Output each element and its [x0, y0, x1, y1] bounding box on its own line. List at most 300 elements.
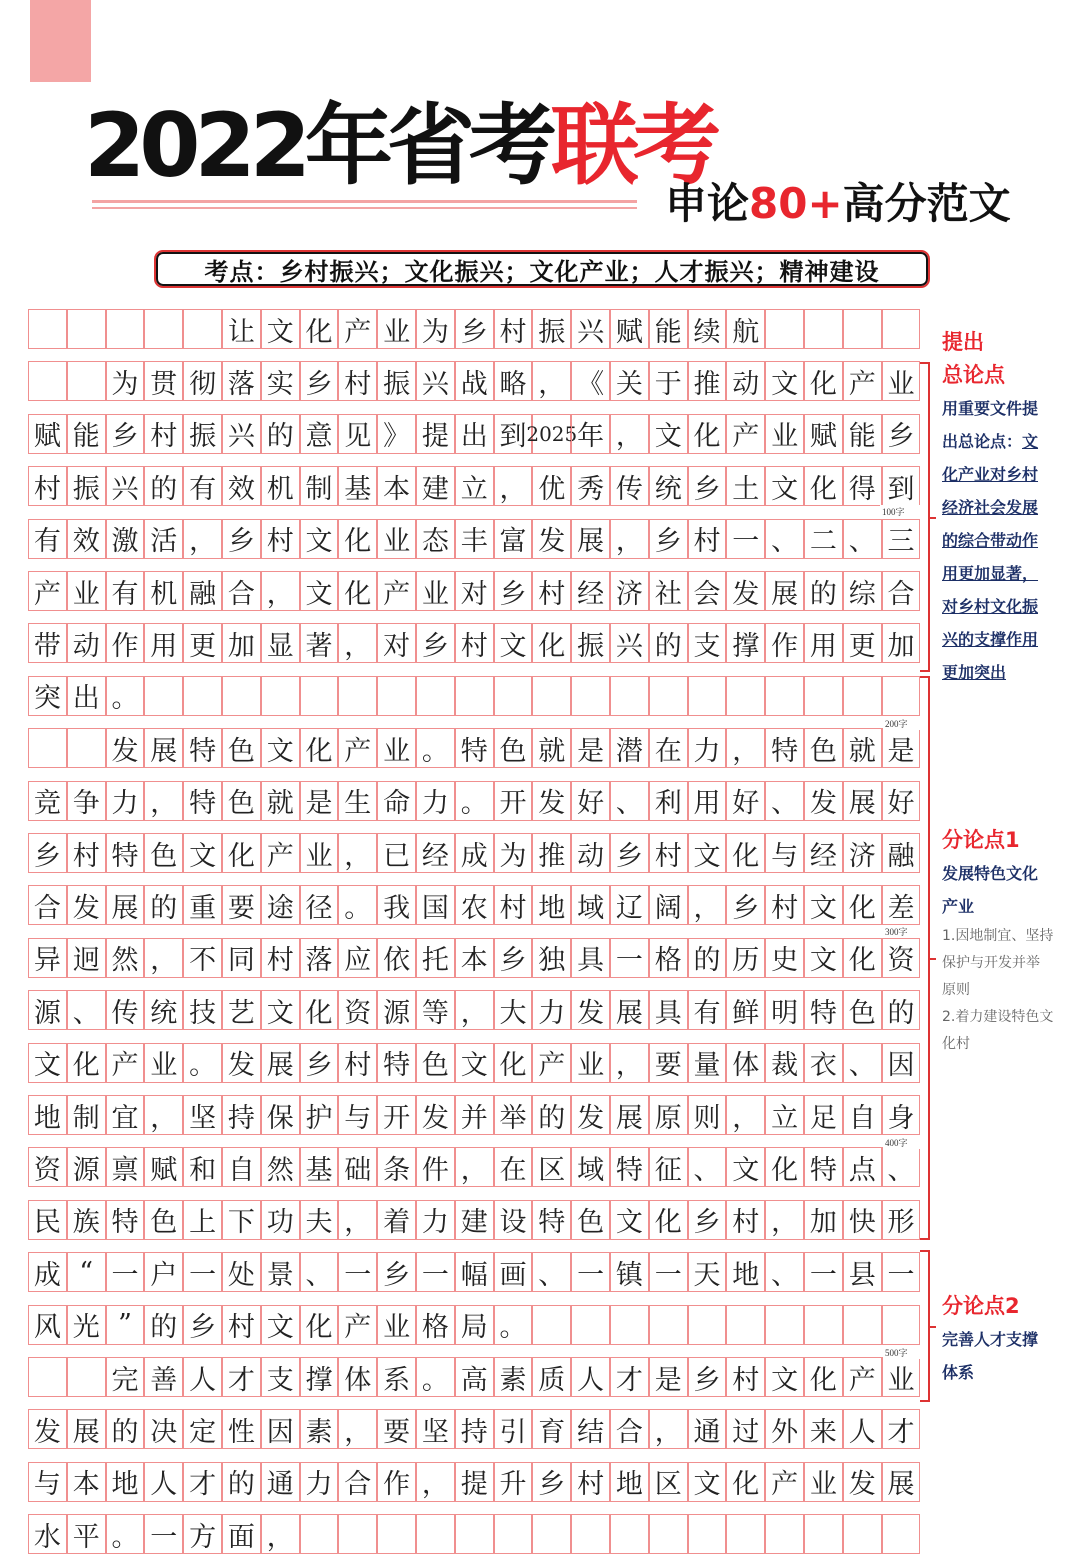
grid-cell: 合 — [882, 571, 921, 611]
grid-cell: 乡 — [416, 623, 455, 663]
grid-cell: 振 — [183, 414, 222, 454]
grid-cell — [494, 676, 533, 716]
grid-cell: 原 — [649, 1095, 688, 1135]
grid-cell: 、 — [610, 781, 649, 821]
grid-cell: 发 — [532, 781, 571, 821]
grid-cell: 产 — [726, 414, 765, 454]
grid-cell: 制 — [300, 466, 339, 506]
grid-cell: 一 — [144, 1514, 183, 1554]
grid-cell: 同 — [222, 938, 261, 978]
grid-cell: 要 — [377, 1409, 416, 1449]
grid-cell: 有 — [28, 519, 67, 559]
grid-cell: 。 — [183, 1043, 222, 1083]
grid-cell: 加 — [222, 623, 261, 663]
grid-cell — [882, 676, 921, 716]
grid-cell: 础 — [338, 1147, 377, 1187]
grid-cell: 文 — [765, 466, 804, 506]
grid-cell: 展 — [610, 1095, 649, 1135]
grid-cell: 文 — [610, 1200, 649, 1240]
grid-cell: 业 — [300, 833, 339, 873]
grid-row — [28, 466, 924, 506]
word-count-100: 100字 — [880, 505, 1080, 518]
grid-cell: 用 — [804, 623, 843, 663]
grid-cell: 有 — [688, 990, 727, 1030]
grid-cell: 业 — [804, 1462, 843, 1502]
grid-cell: 用 — [144, 623, 183, 663]
grid-cell: 坚 — [183, 1095, 222, 1135]
grid-cell: 化 — [67, 1043, 106, 1083]
grid-cell: 、 — [765, 1252, 804, 1292]
grid-cell: 自 — [843, 1095, 882, 1135]
grid-cell: 区 — [649, 1462, 688, 1502]
grid-cell — [765, 309, 804, 349]
grid-cell — [416, 676, 455, 716]
grid-cell: 展 — [106, 885, 145, 925]
grid-cell: 举 — [494, 1095, 533, 1135]
grid-cell — [377, 1514, 416, 1554]
grid-cell: 迥 — [67, 938, 106, 978]
grid-cell: 机 — [261, 466, 300, 506]
grid-cell: 作 — [765, 623, 804, 663]
grid-cell: 化 — [338, 519, 377, 559]
grid-cell: 特 — [765, 728, 804, 768]
grid-cell: 业 — [882, 1357, 921, 1397]
grid-cell: 发 — [67, 885, 106, 925]
grid-cell: 加 — [882, 623, 921, 663]
grid-cell: 一 — [804, 1252, 843, 1292]
grid-cell: 略 — [494, 361, 533, 401]
grid-cell: 文 — [726, 1147, 765, 1187]
grid-cell: 发 — [532, 519, 571, 559]
grid-cell: 一 — [649, 1252, 688, 1292]
grid-cell: 著 — [300, 623, 339, 663]
grid-cell — [300, 676, 339, 716]
grid-cell: 一 — [610, 938, 649, 978]
grid-cell: 特 — [610, 1147, 649, 1187]
grid-cell: 振 — [67, 466, 106, 506]
grid-cell: 化 — [649, 1200, 688, 1240]
grid-cell: 见 — [338, 414, 377, 454]
grid-cell: 能 — [843, 414, 882, 454]
grid-cell: 争 — [67, 781, 106, 821]
grid-cell: 平 — [67, 1514, 106, 1554]
grid-cell: 力 — [106, 781, 145, 821]
grid-cell: 彻 — [183, 361, 222, 401]
grid-cell: 传 — [106, 990, 145, 1030]
grid-cell: 立 — [455, 466, 494, 506]
grid-cell: 业 — [882, 361, 921, 401]
grid-cell: 坚 — [416, 1409, 455, 1449]
grid-cell: 乡 — [106, 414, 145, 454]
grid-cell — [67, 309, 106, 349]
grid-cell: 特 — [532, 1200, 571, 1240]
grid-cell: 快 — [843, 1200, 882, 1240]
grid-row — [28, 1305, 924, 1345]
grid-cell: 托 — [416, 938, 455, 978]
grid-cell: 特 — [183, 781, 222, 821]
grid-cell: 富 — [494, 519, 533, 559]
grid-cell: 建 — [416, 466, 455, 506]
grid-cell: 文 — [300, 519, 339, 559]
grid-cell: 史 — [765, 938, 804, 978]
word-count-200: 200字 — [883, 717, 1080, 730]
grid-cell: 鲜 — [726, 990, 765, 1030]
grid-cell — [106, 309, 145, 349]
grid-cell: 大 — [494, 990, 533, 1030]
grid-cell: 并 — [455, 1095, 494, 1135]
grid-cell: 效 — [222, 466, 261, 506]
grid-cell: 的 — [144, 885, 183, 925]
grid-cell: 用 — [688, 781, 727, 821]
grid-cell: 地 — [106, 1462, 145, 1502]
grid-row — [28, 571, 924, 611]
grid-cell: 提 — [455, 1462, 494, 1502]
grid-cell: 源 — [377, 990, 416, 1030]
grid-cell — [804, 1305, 843, 1345]
grid-cell: 化 — [765, 1147, 804, 1187]
grid-cell: 与 — [765, 833, 804, 873]
grid-cell: 乡 — [494, 571, 533, 611]
grid-cell: 文 — [261, 990, 300, 1030]
grid-cell: 化 — [726, 1462, 765, 1502]
grid-cell: 合 — [610, 1409, 649, 1449]
grid-cell: 方 — [183, 1514, 222, 1554]
grid-cell: 撑 — [300, 1357, 339, 1397]
grid-row — [28, 519, 924, 559]
grid-cell: 赋 — [28, 414, 67, 454]
grid-cell: 的 — [106, 1409, 145, 1449]
grid-cell: 文 — [688, 833, 727, 873]
grid-cell: 到 — [494, 414, 533, 454]
grid-cell: 幅 — [455, 1252, 494, 1292]
grid-cell: 开 — [494, 781, 533, 821]
grid-cell: 具 — [571, 938, 610, 978]
grid-cell: 成 — [455, 833, 494, 873]
grid-cell: 色 — [494, 728, 533, 768]
grid-cell: 的 — [144, 466, 183, 506]
grid-cell: 力 — [416, 1200, 455, 1240]
grid-cell: 保 — [261, 1095, 300, 1135]
grid-cell: 源 — [67, 1147, 106, 1187]
grid-cell: 径 — [300, 885, 339, 925]
grid-cell: 格 — [416, 1305, 455, 1345]
grid-cell: 对 — [455, 571, 494, 611]
grid-cell: 发 — [843, 1462, 882, 1502]
grid-cell — [28, 361, 67, 401]
grid-cell: 文 — [494, 623, 533, 663]
grid-cell: 着 — [377, 1200, 416, 1240]
grid-cell — [610, 676, 649, 716]
grid-cell — [688, 676, 727, 716]
grid-cell — [843, 1514, 882, 1554]
grid-cell: 能 — [67, 414, 106, 454]
grid-cell: 人 — [843, 1409, 882, 1449]
grid-cell: 化 — [300, 309, 339, 349]
grid-cell: 要 — [222, 885, 261, 925]
grid-cell: 文 — [765, 361, 804, 401]
grid-cell — [67, 728, 106, 768]
grid-cell: “ — [67, 1252, 106, 1292]
grid-cell: 合 — [338, 1462, 377, 1502]
grid-cell: 乡 — [28, 833, 67, 873]
grid-cell: 经 — [804, 833, 843, 873]
grid-cell: 征 — [649, 1147, 688, 1187]
grid-cell: 推 — [688, 361, 727, 401]
grid-cell — [532, 676, 571, 716]
grid-cell: 文 — [804, 885, 843, 925]
grid-cell: 上 — [183, 1200, 222, 1240]
grid-cell: 业 — [377, 1305, 416, 1345]
grid-cell: 化 — [222, 833, 261, 873]
grid-cell: 本 — [67, 1462, 106, 1502]
grid-cell: 色 — [571, 1200, 610, 1240]
grid-cell: 色 — [144, 1200, 183, 1240]
grid-cell — [183, 309, 222, 349]
grid-cell: 三 — [882, 519, 921, 559]
grid-cell: 为 — [106, 361, 145, 401]
grid-cell: 乡 — [688, 1200, 727, 1240]
subtitle: 申论80+高分范文 — [665, 179, 1011, 228]
grid-row — [28, 1252, 924, 1292]
grid-cell: 经 — [416, 833, 455, 873]
grid-cell: ” — [106, 1305, 145, 1345]
grid-cell: 高 — [455, 1357, 494, 1397]
grid-cell: 途 — [261, 885, 300, 925]
grid-cell: 自 — [222, 1147, 261, 1187]
grid-cell: 通 — [261, 1462, 300, 1502]
grid-cell: 一 — [416, 1252, 455, 1292]
grid-cell — [688, 1514, 727, 1554]
grid-cell: 力 — [532, 990, 571, 1030]
grid-cell: 护 — [300, 1095, 339, 1135]
grid-cell — [571, 1305, 610, 1345]
grid-cell: 合 — [28, 885, 67, 925]
grid-cell: 对 — [377, 623, 416, 663]
grid-cell — [882, 309, 921, 349]
grid-cell: 一 — [338, 1252, 377, 1292]
grid-row — [28, 1200, 924, 1240]
grid-cell: ， — [765, 1200, 804, 1240]
grid-cell: 活 — [144, 519, 183, 559]
grid-cell: 兴 — [571, 309, 610, 349]
grid-row — [28, 938, 924, 978]
grid-cell: 展 — [144, 728, 183, 768]
grid-cell: 地 — [28, 1095, 67, 1135]
grid-cell: ， — [610, 1043, 649, 1083]
grid-cell: 源 — [28, 990, 67, 1030]
grid-cell — [843, 676, 882, 716]
grid-cell: 一 — [882, 1252, 921, 1292]
grid-cell: 特 — [183, 728, 222, 768]
grid-cell: 业 — [416, 571, 455, 611]
grid-cell: 资 — [882, 938, 921, 978]
grid-cell: 阔 — [649, 885, 688, 925]
grid-cell: 、 — [765, 519, 804, 559]
grid-cell: 素 — [300, 1409, 339, 1449]
grid-cell — [416, 1514, 455, 1554]
grid-cell: 的 — [532, 1095, 571, 1135]
grid-cell: 因 — [882, 1043, 921, 1083]
grid-cell: 发 — [571, 990, 610, 1030]
annotation-point1: 分论点1 发展特色文化 产业 1.因地制宜、坚持 保护与开发并举 原则 2.着力建设特色文 化村 — [942, 828, 1054, 1052]
grid-cell: 村 — [726, 1357, 765, 1397]
grid-cell: 就 — [261, 781, 300, 821]
grid-cell: 动 — [67, 623, 106, 663]
grid-cell: 具 — [649, 990, 688, 1030]
grid-cell: 合 — [222, 571, 261, 611]
grid-cell: 产 — [338, 309, 377, 349]
corner-decoration — [30, 0, 91, 82]
grid-cell: ， — [610, 414, 649, 454]
grid-cell: 局 — [455, 1305, 494, 1345]
grid-cell: 振 — [571, 623, 610, 663]
grid-row — [28, 1147, 924, 1187]
grid-cell: 村 — [455, 623, 494, 663]
grid-cell: 年 — [571, 414, 610, 454]
grid-cell: ， — [261, 1514, 300, 1554]
grid-cell — [649, 1514, 688, 1554]
grid-cell: 化 — [300, 728, 339, 768]
page-title: 2022年省考联考 — [84, 94, 715, 197]
grid-cell: 好 — [726, 781, 765, 821]
grid-cell: 制 — [67, 1095, 106, 1135]
grid-cell: 加 — [804, 1200, 843, 1240]
annotation-thesis: 提出 总论点 用重要文件提 出总论点：文 化产业对乡村 经济社会发展 的综合带动作 用更加显著， 对乡村文化振 兴的支撑作用 更加突出 — [942, 330, 1039, 682]
grid-cell: 因 — [261, 1409, 300, 1449]
grid-cell: 乡 — [222, 519, 261, 559]
grid-cell: 在 — [649, 728, 688, 768]
grid-cell: 产 — [843, 1357, 882, 1397]
grid-cell: 文 — [649, 414, 688, 454]
grid-cell — [571, 1514, 610, 1554]
grid-cell: 是 — [649, 1357, 688, 1397]
grid-cell: 村 — [144, 414, 183, 454]
grid-cell — [494, 1514, 533, 1554]
grid-cell: 特 — [106, 833, 145, 873]
grid-cell: 升 — [494, 1462, 533, 1502]
grid-cell: 色 — [222, 781, 261, 821]
grid-cell: 的 — [261, 414, 300, 454]
grid-cell: 村 — [494, 885, 533, 925]
grid-cell: 态 — [416, 519, 455, 559]
grid-cell: ， — [494, 466, 533, 506]
grid-cell: 域 — [571, 1147, 610, 1187]
grid-cell — [804, 1514, 843, 1554]
grid-cell: 文 — [261, 1305, 300, 1345]
grid-cell: ， — [338, 1200, 377, 1240]
grid-cell: 业 — [765, 414, 804, 454]
grid-cell: 产 — [338, 1305, 377, 1345]
grid-cell: 来 — [804, 1409, 843, 1449]
grid-cell: 特 — [106, 1200, 145, 1240]
grid-cell: 功 — [261, 1200, 300, 1240]
grid-cell — [455, 676, 494, 716]
grid-row — [28, 1357, 924, 1397]
grid-cell: 。 — [455, 781, 494, 821]
grid-cell: 的 — [222, 1462, 261, 1502]
grid-cell: 发 — [804, 781, 843, 821]
grid-cell: 然 — [106, 938, 145, 978]
grid-cell — [571, 676, 610, 716]
grid-cell: ， — [610, 519, 649, 559]
grid-cell: 能 — [649, 309, 688, 349]
grid-cell: ， — [144, 1095, 183, 1135]
grid-cell: 村 — [261, 938, 300, 978]
grid-cell: 基 — [338, 466, 377, 506]
grid-cell: 资 — [28, 1147, 67, 1187]
word-count-500: 500字 — [883, 1346, 1080, 1359]
grid-cell: 村 — [67, 833, 106, 873]
grid-cell: 乡 — [455, 309, 494, 349]
grid-cell: 处 — [222, 1252, 261, 1292]
grid-cell: 。 — [106, 1514, 145, 1554]
grid-cell: 命 — [377, 781, 416, 821]
grid-cell — [377, 676, 416, 716]
grid-cell: 衣 — [804, 1043, 843, 1083]
grid-cell: 让 — [222, 309, 261, 349]
word-count-300: 300字 — [883, 925, 1080, 938]
grid-cell: 兴 — [106, 466, 145, 506]
grid-cell — [882, 1514, 921, 1554]
grid-row — [28, 623, 924, 663]
grid-cell: ， — [726, 1095, 765, 1135]
grid-cell — [726, 1514, 765, 1554]
grid-cell: 然 — [261, 1147, 300, 1187]
grid-row — [28, 414, 924, 454]
grid-cell: 文 — [300, 571, 339, 611]
grid-cell: 化 — [804, 361, 843, 401]
grid-cell: 乡 — [610, 833, 649, 873]
grid-cell: 。 — [416, 728, 455, 768]
grid-cell — [28, 728, 67, 768]
grid-cell: 、 — [688, 1147, 727, 1187]
grid-cell: 成 — [28, 1252, 67, 1292]
grid-cell: 色 — [222, 728, 261, 768]
grid-cell — [28, 309, 67, 349]
grid-cell: 发 — [416, 1095, 455, 1135]
grid-cell: 裁 — [765, 1043, 804, 1083]
grid-cell: 化 — [843, 885, 882, 925]
grid-cell: 的 — [144, 1305, 183, 1345]
title-underline — [92, 200, 637, 203]
grid-cell: 文 — [183, 833, 222, 873]
grid-cell: 支 — [688, 623, 727, 663]
grid-cell: 是 — [882, 728, 921, 768]
grid-cell: 效 — [67, 519, 106, 559]
grid-cell: 、 — [532, 1252, 571, 1292]
grid-cell: 户 — [144, 1252, 183, 1292]
grid-cell: 国 — [416, 885, 455, 925]
grid-cell: 支 — [261, 1357, 300, 1397]
grid-cell: 业 — [377, 519, 416, 559]
grid-cell: 的 — [882, 990, 921, 1030]
grid-cell: 赋 — [144, 1147, 183, 1187]
grid-cell: 兴 — [416, 361, 455, 401]
grid-cell: 村 — [338, 361, 377, 401]
grid-cell: 兴 — [610, 623, 649, 663]
grid-cell: 光 — [67, 1305, 106, 1345]
grid-cell — [843, 1305, 882, 1345]
grid-cell — [455, 1514, 494, 1554]
grid-cell — [532, 1514, 571, 1554]
grid-cell: 利 — [649, 781, 688, 821]
grid-cell: 域 — [571, 885, 610, 925]
grid-cell: 发 — [28, 1409, 67, 1449]
grid-cell: 基 — [300, 1147, 339, 1187]
grid-cell: 有 — [183, 466, 222, 506]
grid-cell: 展 — [882, 1462, 921, 1502]
grid-cell: 性 — [222, 1409, 261, 1449]
